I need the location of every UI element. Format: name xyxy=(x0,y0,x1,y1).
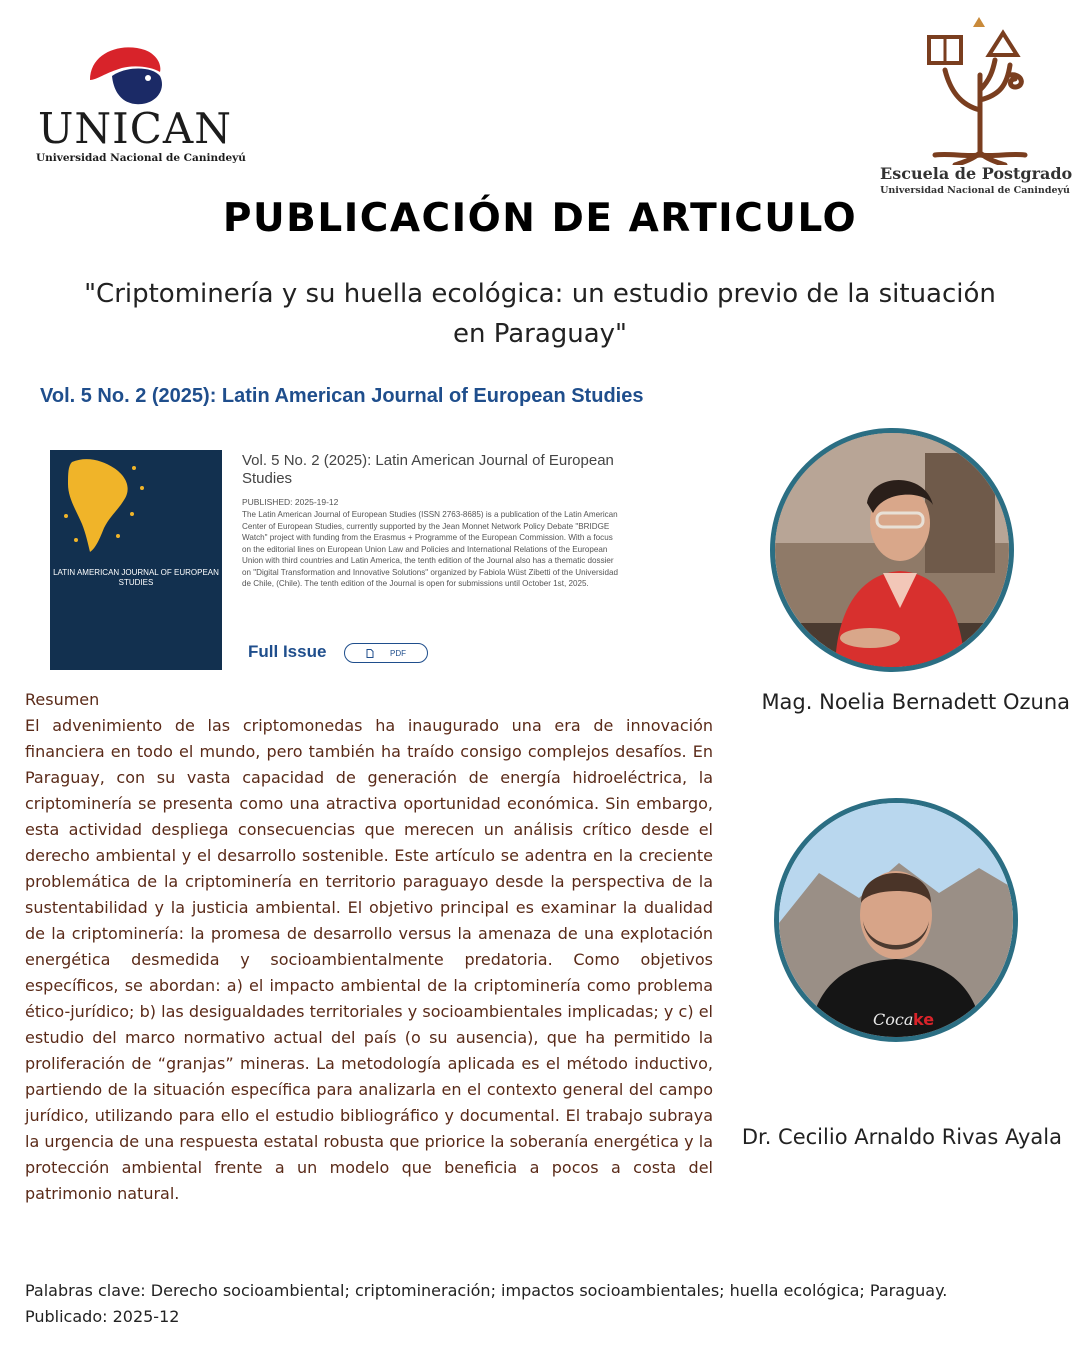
south-america-map-icon xyxy=(62,454,152,554)
cover-title: LATIN AMERICAN JOURNAL OF EUROPEAN STUDIES xyxy=(53,568,219,587)
journal-description: The Latin American Journal of European Studies (ISSN 2763-8685) is a publication of the Latin American Center of European Studies, currently supported by the Jean Monnet Network Policy Debate "BRIDGE Watch" project with funding from the Erasmus + Programme of the European Commission. With a focus on the editorial lines on European Union Law and Policies and International Relations of the European Union with third countries and Latin America, the tenth edition of the Journal also has a thematic dossier on "Digital Transformation and Innovative Solutions" organized by Fabiola Wüst Zibetti of the Universidad de Chile, (Chile). The tenth edition of the Journal is open for submissions until October 1st, 2025. xyxy=(242,510,619,588)
volume-subtitle: Vol. 5 No. 2 (2025): Latin American Journal of European Studies xyxy=(242,452,614,487)
abstract-label: Resumen xyxy=(25,690,100,709)
person-photo-icon xyxy=(775,433,1009,667)
author-photo-2 xyxy=(774,798,1018,1042)
author-name-1: Mag. Noelia Bernadett Ozuna xyxy=(761,690,1070,714)
journal-cover xyxy=(50,450,222,670)
journal-heading: Vol. 5 No. 2 (2025): Latin American Journal of European Studies xyxy=(40,385,644,407)
person-photo-icon xyxy=(779,803,1013,1037)
full-issue-link[interactable]: Full Issue xyxy=(248,642,327,661)
author-photo-1 xyxy=(770,428,1014,672)
pdf-label: PDF xyxy=(390,648,406,658)
document-icon xyxy=(366,649,374,658)
svg-text:Coca: Coca xyxy=(873,1010,914,1029)
journal-published: PUBLISHED: 2025-19-12 xyxy=(242,497,339,507)
main-heading: PUBLICACIÓN DE ARTICULO xyxy=(222,196,858,241)
published-date: Publicado: 2025-12 xyxy=(25,1307,180,1326)
article-title: "Criptominería y su huella ecológica: un estudio previo de la situación en Paraguay" xyxy=(84,279,996,349)
abstract-text: El advenimiento de las criptomonedas ha inaugurado una era de innovación financiera en todo el mundo, pero también ha traído consigo complejos desafíos. En Paraguay, con su vasta capacidad de generación de energía hidroeléctrica, la criptominería se presenta como una atractiva oportunidad económica. Sin embargo, esta actividad despliega consecuencias que merecen un análisis crítico desde el derecho ambiental y el desarrollo sostenible. Este artículo se adentra en la creciente problemática de la criptominería en territorio paraguayo desde la perspectiva de la sustentabilidad y la justicia ambiental. El objetivo principal es examinar la dualidad de la criptominería: la promesa de desarrollo versus la amenaza de una explotación energética desmedida y socioambientalmente predatoria. Como objetivos específicos, se abordan: a) el impacto ambiental de la criptominería como problema ético-jurídico; b) las desigualdades territoriales y socioambientales implicadas; y c) el estudio del marco normativo actual del país (o su ausencia), que ha permitido la proliferación de “granjas” mineras. La metodología aplicada es el método inductivo, partiendo de la situación específica para analizarla en el contexto general del campo jurídico, utilizando para ello el estudio bibliográfico y documental. El trabajo subraya la urgencia de una respuesta estatal robusta que priorice la soberanía energética y la protección ambiental frente a un modelo que beneficia a pocos a costa del patrimonio natural. xyxy=(25,716,713,1203)
tree-logo xyxy=(915,15,1045,165)
svg-text:ke: ke xyxy=(913,1010,935,1029)
postgrado-subtitle: Universidad Nacional de Canindeyú xyxy=(880,185,1070,196)
pdf-button[interactable] xyxy=(344,643,428,663)
keywords: Palabras clave: Derecho socioambiental; criptomineración; impactos socioambientales; huella ecológica; Paraguay. xyxy=(25,1281,948,1300)
unican-subtitle: Universidad Nacional de Canindeyú xyxy=(36,152,246,164)
unican-wordmark: UNICAN xyxy=(38,104,232,153)
postgrado-title: Escuela de Postgrado xyxy=(880,164,1073,183)
author-name-2: Dr. Cecilio Arnaldo Rivas Ayala xyxy=(741,1125,1062,1149)
